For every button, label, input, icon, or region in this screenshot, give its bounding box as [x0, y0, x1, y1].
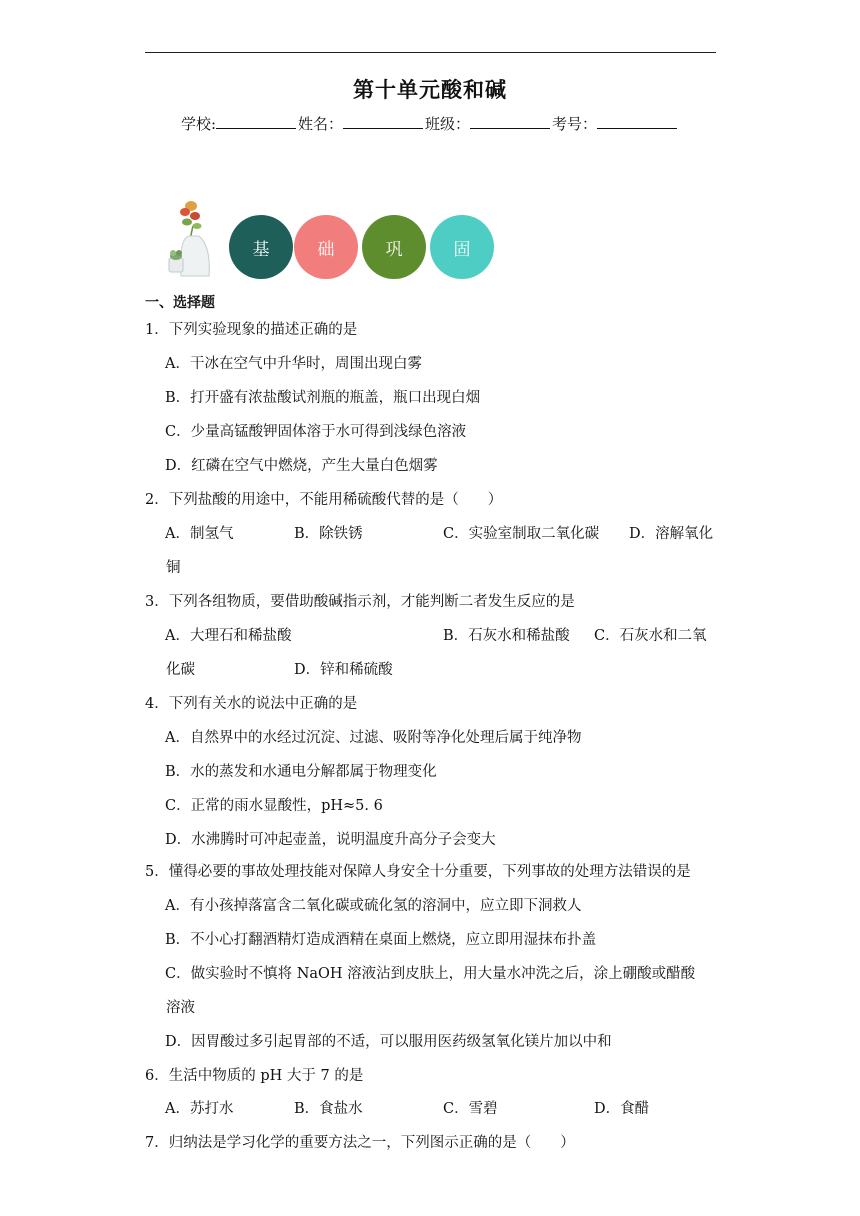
school-label: 学校:: [180, 115, 216, 133]
question-5-option-b: B．不小心打翻酒精灯造成酒精在桌面上燃烧，应立即用湿抹布扑盖: [165, 932, 597, 948]
student-info-line: [0, 113, 860, 134]
question-3-option-a: A．大理石和稀盐酸: [165, 628, 292, 644]
header-rule: [145, 52, 716, 53]
question-1-stem: 1．下列实验现象的描述正确的是: [145, 322, 358, 338]
question-4-option-b: B．水的蒸发和水通电分解都属于物理变化: [165, 764, 437, 780]
question-5-stem: 5．懂得必要的事故处理技能对保障人身安全十分重要，下列事故的处理方法错误的是: [145, 864, 691, 880]
question-3-option-c-wrap: 化碳: [166, 662, 195, 678]
name-blank: [343, 114, 423, 129]
question-4-option-d: D．水沸腾时可冲起壶盖，说明温度升高分子会变大: [165, 832, 496, 848]
question-6-option-d: D．食醋: [594, 1101, 650, 1117]
page-title: 第十单元酸和碱: [353, 77, 507, 102]
question-2-option-d: D．溶解氧化: [629, 526, 714, 542]
banner-circle-4: 固: [430, 215, 494, 279]
banner-circle-1: 基: [229, 215, 293, 279]
exam-no-blank: [597, 114, 677, 129]
question-2-option-c: C．实验室制取二氧化碳: [443, 526, 600, 542]
question-6-stem: 6．生活中物质的 pH 大于 7 的是: [145, 1068, 364, 1084]
class-label: 班级：: [425, 115, 471, 133]
question-4-option-a: A．自然界中的水经过沉淀、过滤、吸附等净化处理后属于纯净物: [165, 730, 582, 746]
question-1-option-b: B．打开盛有浓盐酸试剂瓶的瓶盖，瓶口出现白烟: [165, 390, 481, 406]
question-6-option-c: C．雪碧: [443, 1101, 498, 1117]
school-blank: [216, 114, 296, 129]
question-1-option-a: A．干冰在空气中升华时，周围出现白雾: [165, 356, 422, 372]
question-5-option-c-wrap: 溶液: [166, 1000, 195, 1016]
question-2-option-d-wrap: 铜: [166, 560, 181, 576]
question-5-option-c: C．做实验时不慎将 NaOH 溶液沾到皮肤上，用大量水冲洗之后，涂上硼酸或醋酸: [165, 966, 696, 982]
question-1-option-d: D．红磷在空气中燃烧，产生大量白色烟雾: [165, 458, 438, 474]
question-2-option-b: B．除铁锈: [294, 526, 363, 542]
class-blank: [470, 114, 550, 129]
question-5-option-a: A．有小孩掉落富含二氧化碳或硫化氢的溶洞中，应立即下洞救人: [165, 898, 582, 914]
name-label: 姓名：: [298, 115, 344, 133]
question-1-option-c: C．少量高锰酸钾固体溶于水可得到浅绿色溶液: [165, 424, 467, 440]
exam-no-label: 考号：: [552, 115, 598, 133]
question-2-option-a: A．制氢气: [165, 526, 234, 542]
question-7-stem: 7．归纳法是学习化学的重要方法之一，下列图示正确的是（ ）: [145, 1135, 575, 1151]
banner-circle-2: 础: [294, 215, 358, 279]
potted-plant-icon: [165, 196, 215, 278]
question-3-option-b: B．石灰水和稀盐酸: [443, 628, 570, 644]
section-banner: [165, 196, 505, 282]
question-4-option-c: C．正常的雨水显酸性，pH≈5. 6: [165, 798, 383, 814]
question-2-stem: 2．下列盐酸的用途中，不能用稀硫酸代替的是（ ）: [145, 492, 503, 508]
question-4-stem: 4．下列有关水的说法中正确的是: [145, 696, 358, 712]
question-6-option-b: B．食盐水: [294, 1101, 363, 1117]
question-6-option-a: A．苏打水: [165, 1101, 234, 1117]
question-5-option-d: D．因胃酸过多引起胃部的不适，可以服用医药级氢氧化镁片加以中和: [165, 1034, 612, 1050]
banner-circle-3: 巩: [362, 215, 426, 279]
question-3-stem: 3．下列各组物质，要借助酸碱指示剂，才能判断二者发生反应的是: [145, 594, 575, 610]
question-3-option-d: D．锌和稀硫酸: [294, 662, 393, 678]
question-3-option-c: C．石灰水和二氧: [594, 628, 707, 644]
section-heading: 一、选择题: [145, 295, 215, 311]
